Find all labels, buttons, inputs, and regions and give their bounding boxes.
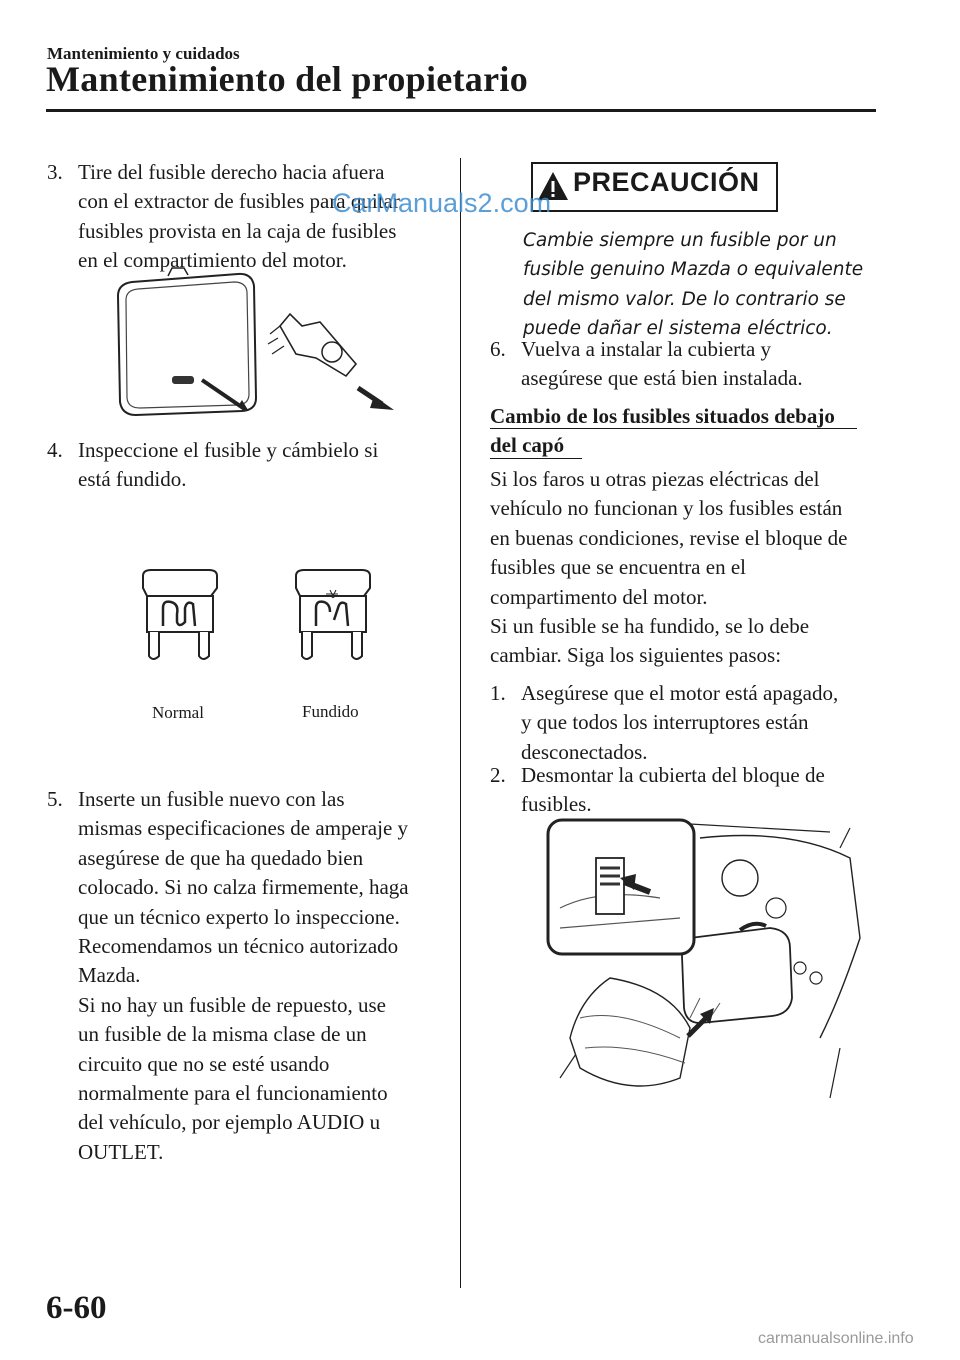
section-label: Mantenimiento y cuidados	[47, 44, 240, 63]
engine-compartment-illustration	[540, 818, 870, 1108]
step-text: Vuelva a instalar la cubierta y asegúrese que está bien instalada.	[521, 337, 803, 391]
step-number: 3.	[47, 160, 63, 184]
step-number: 4.	[47, 438, 63, 462]
blown-fuse-icon	[290, 568, 374, 664]
step-number: 1.	[490, 681, 506, 705]
step-number: 5.	[47, 787, 63, 811]
step-number: 2.	[490, 763, 506, 787]
step-text: Inspeccione el fusible y cámbielo si está fundido.	[78, 438, 379, 492]
subheading: Cambio de los fusibles situados debajo del capó	[490, 404, 835, 457]
caution-text: Cambie siempre un fusible por un fusible genuino Mazda o equivalente del mismo valor. De lo contrario se puede dañar el sistema eléctrico.	[523, 230, 864, 339]
step-number: 6.	[490, 337, 506, 361]
step-text: Desmontar la cubierta del bloque de fusibles.	[521, 763, 825, 817]
step-text: Tire del fusible derecho hacia afuera con el extractor de fusibles para quitar fusibles provista en la caja de fusibles en el compartimiento del motor.	[78, 160, 400, 273]
caption-blown: Fundido	[302, 702, 359, 721]
body-paragraph: Si los faros u otras piezas eléctricas del vehículo no funcionan y los fusibles están en buenas condiciones, revise el bloque de fusibles que se encuentra en el compartimento del motor. Si un fusible se ha fundido, se lo debe cambiar. Siga los siguientes pasos:	[490, 467, 848, 668]
subheading-underline	[490, 458, 582, 459]
header-rule	[46, 109, 876, 112]
caption-normal: Normal	[152, 703, 204, 722]
footer-site-url: carmanualsonline.info	[758, 1330, 914, 1347]
fuse-puller-illustration	[110, 268, 410, 428]
normal-fuse-icon	[137, 568, 221, 664]
watermark-text: CarManuals2.com	[332, 188, 552, 218]
step-text: Asegúrese que el motor está apagado, y que todos los interruptores están desconectados.	[521, 681, 839, 764]
step-text: Inserte un fusible nuevo con las mismas especificaciones de amperaje y asegúrese de que ha quedado bien colocado. Si no calza firmemente, haga que un técnico experto lo inspeccione. Recomendamos un técnico autorizado Mazda. Si no hay un fusible de repuesto, use un fusible de la misma clase de un circuito que no se esté usando normalmente para el funcionamiento del vehículo, por ejemplo AUDIO u OUTLET.	[78, 787, 409, 1164]
caution-title: PRECAUCIÓN	[573, 167, 760, 197]
page-number: 6-60	[46, 1290, 107, 1326]
subheading-underline	[490, 428, 857, 429]
page-title: Mantenimiento del propietario	[46, 59, 528, 99]
